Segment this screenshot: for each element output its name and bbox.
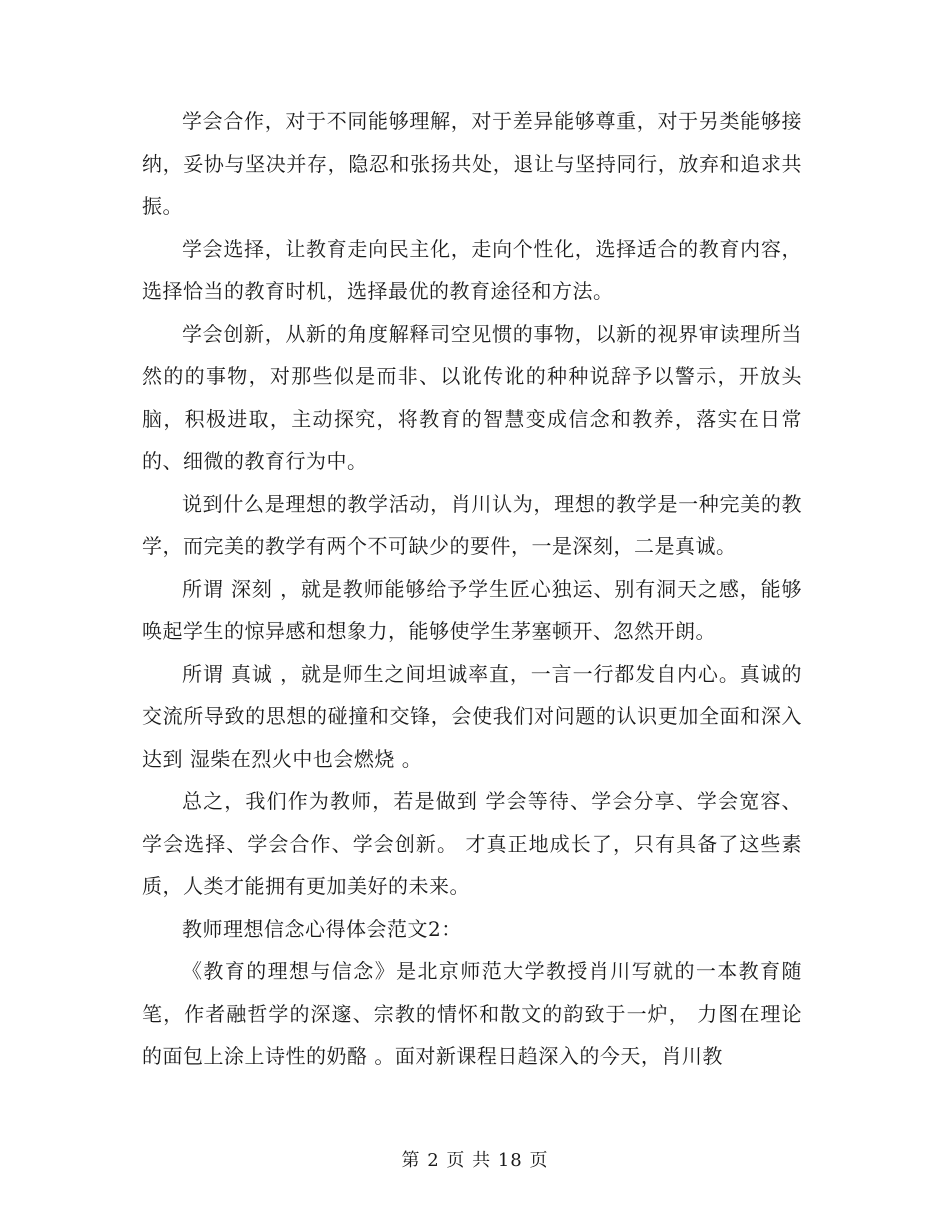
paragraph-cooperation: 学会合作，对于不同能够理解，对于差异能够尊重，对于另类能够接纳，妥协与坚决并存，隐忍和张扬共处，退让与坚持同行，放弃和追求共振。 [142,109,802,218]
paragraph-choice: 学会选择，让教育走向民主化，走向个性化，选择适合的教育内容，选择恰当的教育时机，选择最优的教育途径和方法。 [142,236,802,303]
paragraph-book-intro: 《教育的理想与信念》是北京师范大学教授肖川写就的一本教育随笔，作者融哲学的深邃、宗教的情怀和散文的韵致于一炉， 力图在理论的面包上涂上诗性的奶酪 。面对新课程日趋深入的今天，肖川教 [142,959,802,1068]
paragraph-summary: 总之，我们作为教师，若是做到 学会等待、学会分享、学会宽容、学会选择、学会合作、学会创新。 才真正地成长了，只有具备了这些素质，人类才能拥有更加美好的未来。 [142,789,802,898]
document-body [142,100,802,1078]
paragraph-ideal-teaching: 说到什么是理想的教学活动，肖川认为，理想的教学是一种完美的教学，而完美的教学有两个不可缺少的要件，一是深刻，二是真诚。 [142,491,802,558]
section-heading-essay-2: 教师理想信念心得体会范文2： [182,916,462,941]
paragraph-sincerity: 所谓 真诚 ，就是师生之间坦诚率直，一言一行都发自内心。真诚的交流所导致的思想的碰撞和交锋，会使我们对问题的认识更加全面和深入达到 湿柴在烈火中也会燃烧 。 [142,661,802,771]
page-number-label: 第 2 页 共 18 页 [401,1150,549,1171]
page-footer [0,1148,950,1174]
paragraph-depth: 所谓 深刻 ，就是教师能够给予学生匠心独运、别有洞天之感，能够唤起学生的惊异感和想象力，能够使学生茅塞顿开、忽然开朗。 [142,576,802,643]
paragraph-innovation: 学会创新，从新的角度解释司空见惯的事物，以新的视界审读理所当然的的事物，对那些似是而非、以讹传讹的种种说辞予以警示，开放头脑，积极进取，主动探究，将教育的智慧变成信念和教养，落实在日常的、细微的教育行为中。 [142,321,802,473]
